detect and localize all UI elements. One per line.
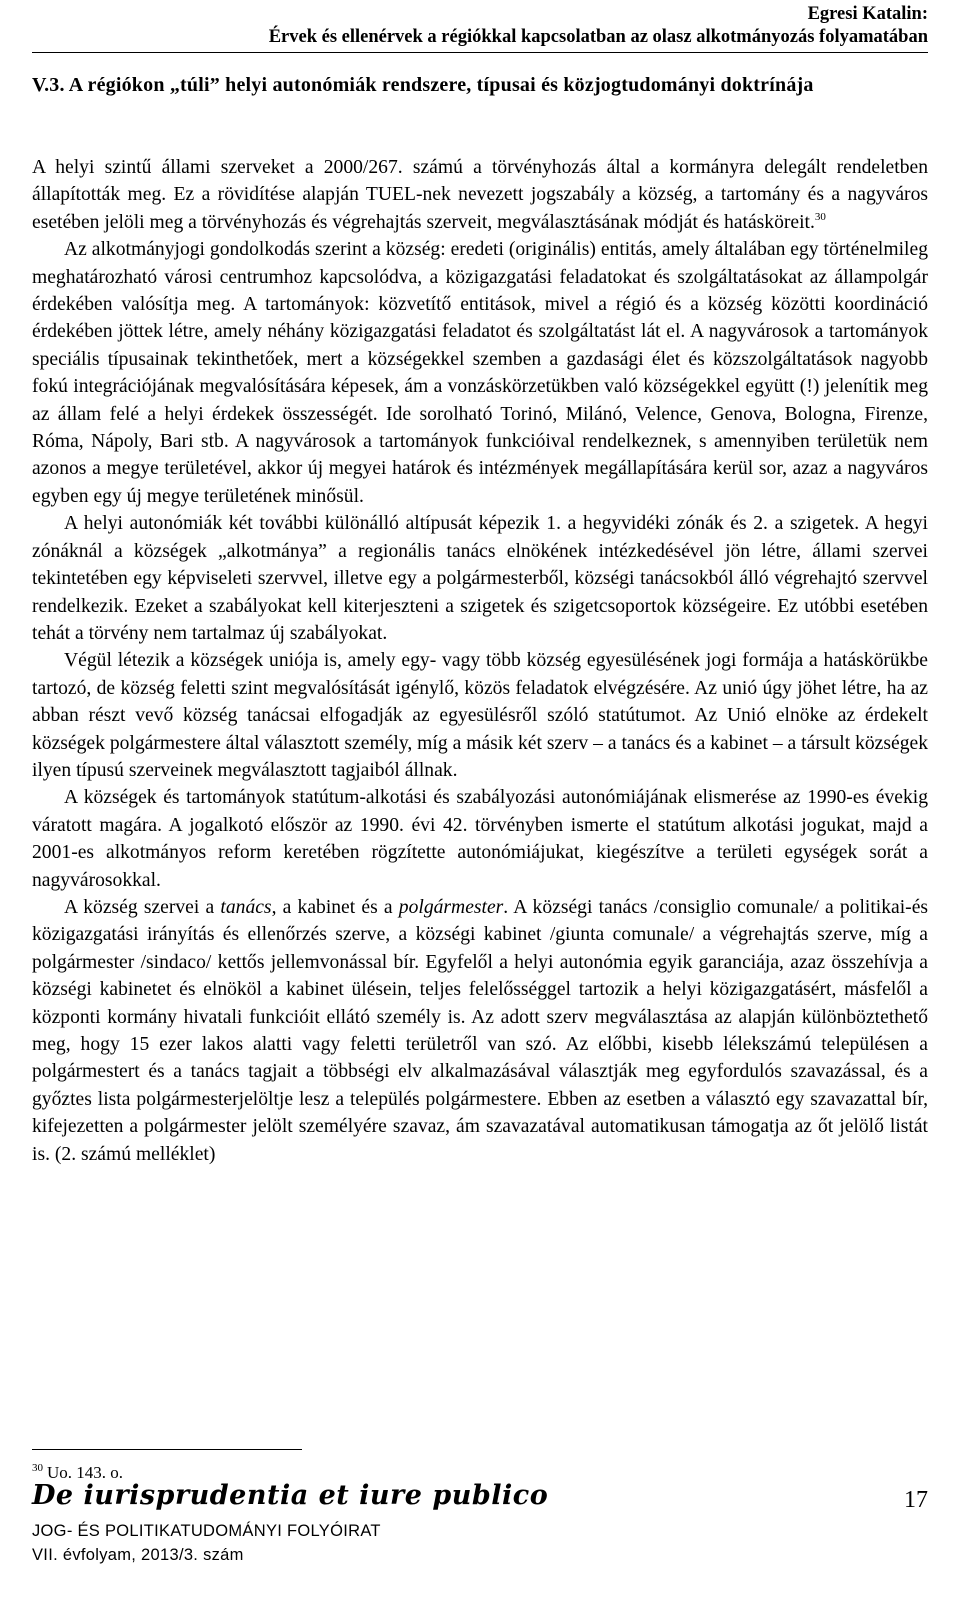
paragraph-4: Végül létezik a községek uniója is, amely egy- vagy több község egyesülésének jogi formája a hatáskörükbe tartozó, de község feletti szint megvalósítását igénylő, közös feladatok elvégzésére. Az unió úgy jöhet létre, ha az abban részt vevő község tanácsai elfogadják az egyesülésről szóló statútumot. Az Unió elnöke az érdekelt községek polgármestere által választott személy, míg a másik két szerv – a tanács és a kabinet – a társult községek ilyen típusú szerveinek megválasztott tagjaiból állnak.: [32, 650, 928, 781]
paragraph-5: A községek és tartományok statútum-alkotási és szabályozási autonómiájának elismerése az 1990-es évekig váratott magára. A jogalkotó először az 1990. évi 42. törvényben ismerte el statútum alkotási jogukat, majd a 2001-es alkotmányos reform keretében rögzítette autonómiájukat, kiegészítve a területi egységek sorát a nagyvárosokkal.: [32, 787, 928, 891]
page-number: 17: [904, 1487, 928, 1513]
paragraph-1-text: A helyi szintű állami szerveket a 2000/267. számú a törvényhozás által a kormányra delegált rendeletben állapították meg. Ez a rövidítése alapján TUEL-nek nevezett jogszabály a község, a tartomány és a nagyváros esetében jelöli meg a törvényhozás és végrehajtás szerveit, megválasztásának módját és hatásköreit.: [32, 157, 928, 233]
paragraph-6-part-c: . A községi tanács /consiglio comunale/ a politikai-és közigazgatási irányítás és ellenőrzés szerve, a községi kabinet /giunta comunale/ a végrehajtás szerve, míg a polgármester /sindaco/ kettős jellemvonással bír. Egyfelől a helyi autonómia egyik garanciája, azaz összehívja a községi kabinetet és elnököl a kabinet ülésein, teljes felelősséggel tartozik a helyi közigazgatásért, másfelől a központi kormány hivatali funkcióit ellátó személy is. Az adott szerv megválasztása az alapján különböztethető meg, hogy 15 ezer lakos alatti vagy feletti területről van szó. Az előbbi, kisebb lélekszámú településen a polgármestert és a tanács tagjait a többségi elv alkalmazásával választják meg egyfordulós szavazással, és a győztes lista polgármesterjelöltje lesz a település polgármestere. Ebben az esetben a választó egy szavazattal bír, kifejezetten a polgármester jelölt személyére szavaz, ám szavazatával automatikusan támogatja az őt jelölő listát is. (2. számú melléklet): [32, 896, 929, 1165]
paragraph-2: Az alkotmányjogi gondolkodás szerint a község: eredeti (originális) entitás, amely általában egy történelmileg meghatározható városi centrumhoz kapcsolódva, a közigazgatási feladatokat és szolgáltatásokat az állampolgár érdekében valósítja meg. A tartományok: közvetítő entitások, mivel a régió és a község közötti koordináció érdekében jöttek létre, amely néhány közigazgatási feladatot és szolgáltatást lát el. A nagyvárosok a tartományok speciális típusainak tekinthetőek, mert a községekkel szemben a gazdasági élet és közszolgáltatások nagyobb fokú integrációjának megvalósítására képesek, ám a vonzáskörzetükben való községekkel együtt (!) jelenítik meg az állam felé a helyi érdekek összességét. Ide sorolható Torinó, Milánó, Velence, Genova, Bologna, Firenze, Róma, Nápoly, Bari stb. A nagyvárosok a tartományok funkcióival rendelkeznek, s amennyiben területük nem azonos a megye területével, akkor új megyei határok és intézmények megállapítására kerül sor, azaz a nagyváros egyben egy új megye területének minősül.: [32, 239, 928, 507]
paragraph-6-part-b: , a kabinet és a: [271, 896, 399, 918]
journal-volume: VII. évfolyam, 2013/3. szám: [32, 1546, 244, 1564]
emphasis-polgarmester: polgármester: [398, 896, 504, 918]
emphasis-tanacs: tanács: [220, 896, 272, 918]
footnote-number: 30: [32, 1462, 43, 1474]
header-rule: [32, 52, 928, 53]
footnote-text: Uo. 143. o.: [47, 1463, 124, 1482]
paragraph-6: [32, 894, 928, 1168]
paragraph-1: [32, 154, 928, 236]
footnote-reference[interactable]: 30: [814, 210, 826, 223]
paragraph-6-part-a: A község szervei a: [64, 896, 221, 918]
paragraph-3: A helyi autonómiák két további különálló altípusát képezik 1. a hegyvidéki zónák és 2. a szigetek. A hegyi zónáknál a községek „alkotmánya” a regionális tanács elnökének intézkedésével jön létre, állami szervei tekintetében egy képviseleti szervvel, illetve egy a polgármesterből, községi tanácsokból álló végrehajtó szervvel rendelkezik. Ezeket a szabályokat kell kiterjeszteni a szigetek és szigetcsoportok községeire. Ez utóbbi esetében tehát a törvény nem tartalmaz új szabályokat.: [32, 513, 928, 644]
running-header-title: Érvek és ellenérvek a régiókkal kapcsolatban az olasz alkotmányozás folyamatában: [268, 27, 928, 47]
footnote-rule: [32, 1449, 302, 1450]
section-heading: V.3. A régiókon „túli” helyi autonómiák rendszere, típusai és közjogtudományi doktrínája: [32, 74, 814, 96]
body-text: [32, 154, 928, 1168]
journal-name: De iurisprudentia et iure publico: [32, 1480, 549, 1511]
running-header-author: Egresi Katalin:: [807, 4, 928, 24]
journal-subtitle: JOG- ÉS POLITIKATUDOMÁNYI FOLYÓIRAT: [32, 1522, 381, 1540]
